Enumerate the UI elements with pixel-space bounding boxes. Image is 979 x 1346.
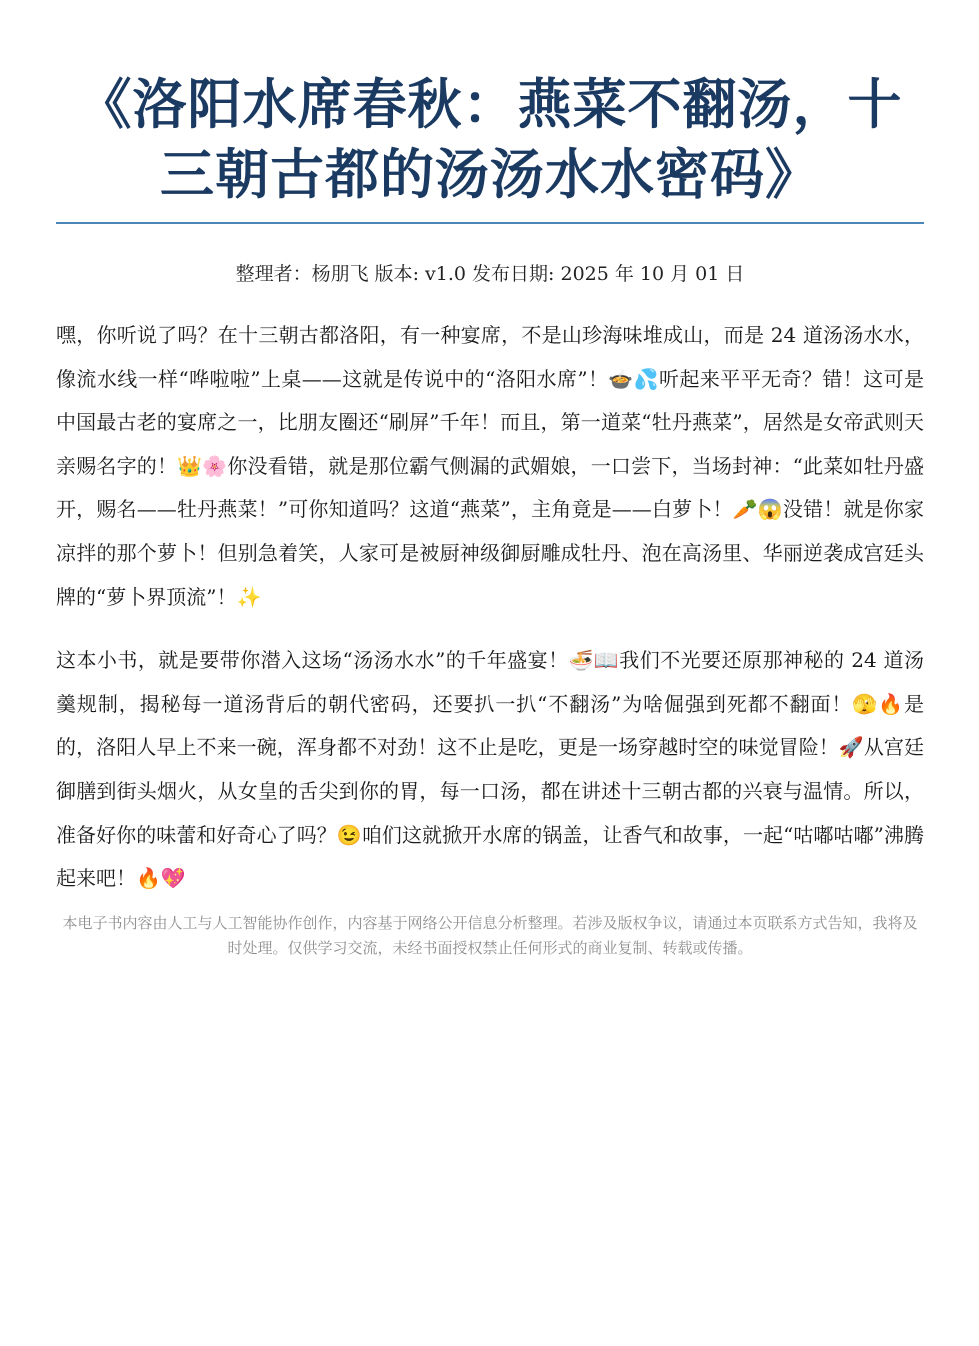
intro-paragraph-2: 这本小书，就是要带你潜入这场“汤汤水水”的千年盛宴！🍜📖我们不光要还原那神秘的 24 道汤羹规制，揭秘每一道汤背后的朝代密码，还要扒一扒“不翻汤”为啥倔强到死都不翻面！🫣🔥是的，洛阳人早上不来一碗，浑身都不对劲！这不止是吃，更是一场穿越时空的味觉冒险！🚀从宫廷御膳到街头烟火，从女皇的舌尖到你的胃，每一口汤，都在讲述十三朝古都的兴衰与温情。所以，准备好你的味蕾和好奇心了吗？😉咱们这就掀开水席的锅盖，让香气和故事，一起“咕嘟咕嘟”沸腾起来吧！🔥💖 — [56, 648, 924, 891]
copyright-disclaimer: 本电子书内容由人工与人工智能协作创作，内容基于网络公开信息分析整理。若涉及版权争议，请通过本页联系方式告知，我将及时处理。仅供学习交流，未经书面授权禁止任何形式的商业复制、转载或传播。 — [62, 913, 918, 957]
intro-paragraph-1: 嘿，你听说了吗？在十三朝古都洛阳，有一种宴席，不是山珍海味堆成山，而是 24 道汤汤水水，像流水线一样“哗啦啦”上桌——这就是传说中的“洛阳水席”！🍲💦听起来平平无奇？错！这可是中国最古老的宴席之一，比朋友圈还“刷屏”千年！而且，第一道菜“牡丹燕菜”，居然是女帝武则天亲赐名字的！👑🌸你没看错，就是那位霸气侧漏的武媚娘，一口尝下，当场封神：“此菜如牡丹盛开，赐名——牡丹燕菜！”可你知道吗？这道“燕菜”，主角竟是——白萝卜！🥕😱没错！就是你家凉拌的那个萝卜！但别急着笑，人家可是被厨神级御厨雕成牡丹、泡在高汤里、华丽逆袭成宫廷头牌的“萝卜界顶流”！✨ — [56, 323, 924, 609]
document-meta: 整理者：杨朋飞 版本: v1.0 发布日期: 2025 年 10 月 01 日 — [235, 263, 745, 285]
document-title: 《洛阳水席春秋：燕菜不翻汤，十三朝古都的汤汤水水密码》 — [77, 73, 903, 206]
title-divider — [56, 222, 924, 224]
document-page — [56, 70, 924, 961]
